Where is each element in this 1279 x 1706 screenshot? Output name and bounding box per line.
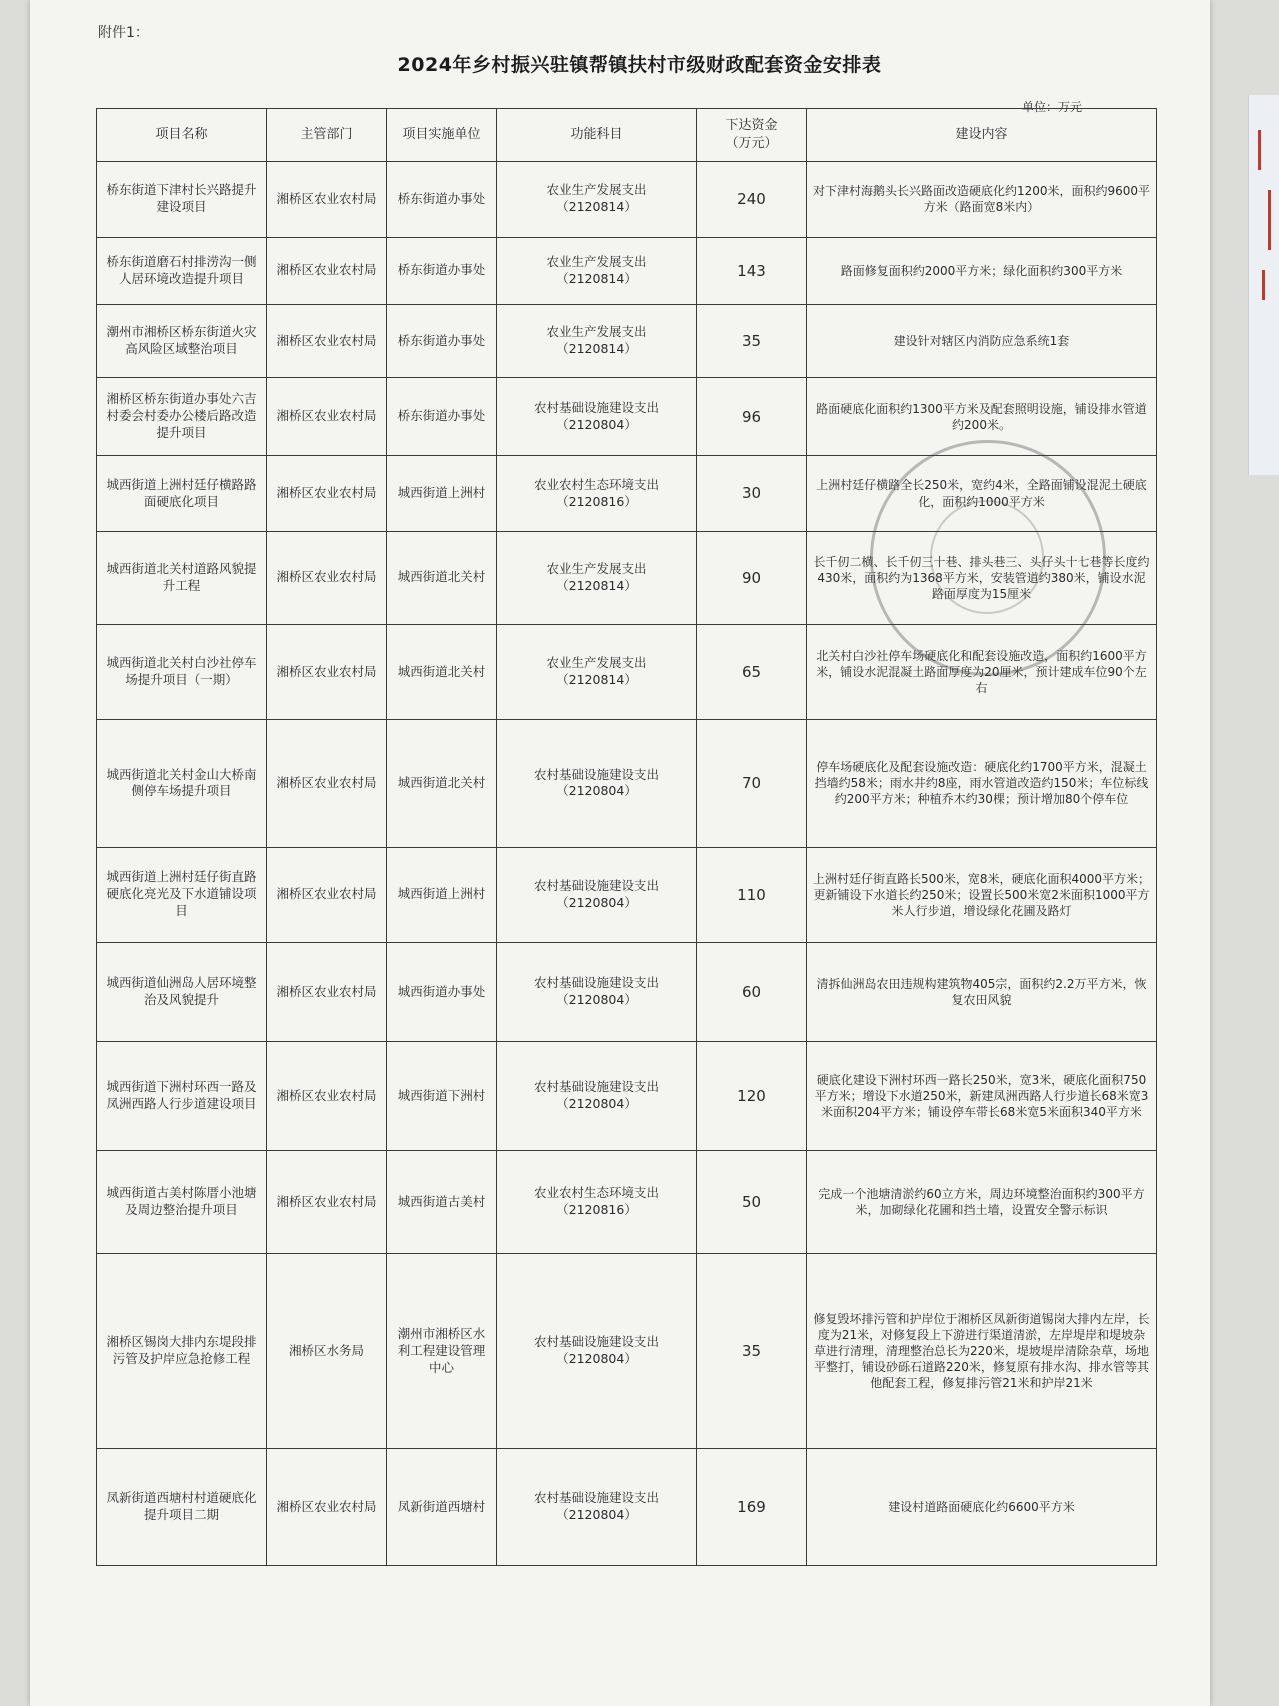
cell-content: 上洲村廷仔街直路长500米，宽8米，硬底化面积4000平方米；更新铺设下水道长约250米；设置长500米宽2米面积1000平方米人行步道，增设绿化花圃及路灯	[807, 847, 1157, 942]
document-title: 2024年乡村振兴驻镇帮镇扶村市级财政配套资金安排表	[397, 54, 882, 76]
cell-function-subject: 农村基础设施建设支出 （2120804）	[497, 1042, 697, 1150]
cell-amount: 110	[697, 847, 807, 942]
cell-department: 湘桥区农业农村局	[267, 237, 387, 304]
cell-department: 湘桥区农业农村局	[267, 624, 387, 719]
header-content: 建设内容	[807, 109, 1157, 162]
table-row	[97, 942, 1157, 1042]
table-row	[97, 720, 1157, 848]
table-header-row	[97, 109, 1157, 162]
cell-amount: 169	[697, 1449, 807, 1566]
cell-project-name: 城西街道上洲村廷仔横路路面硬底化项目	[97, 456, 267, 532]
cell-function-subject: 农业生产发展支出 （2120814）	[497, 304, 697, 378]
cell-department: 湘桥区农业农村局	[267, 304, 387, 378]
table-row	[97, 1042, 1157, 1150]
cell-content: 完成一个池塘清淤约60立方米，周边环境整治面积约300平方米，加砌绿化花圃和挡土墙，设置安全警示标识	[807, 1150, 1157, 1254]
cell-amount: 35	[697, 304, 807, 378]
cell-project-name: 潮州市湘桥区桥东街道火灾高风险区域整治项目	[97, 304, 267, 378]
table-row	[97, 456, 1157, 532]
cell-department: 湘桥区农业农村局	[267, 1449, 387, 1566]
red-edge-mark	[1262, 270, 1265, 300]
cell-content: 对下津村海鹅头长兴路面改造硬底化约1200米，面积约9600平方米（路面宽8米内）	[807, 162, 1157, 238]
cell-amount: 30	[697, 456, 807, 532]
table-row	[97, 1449, 1157, 1566]
cell-project-name: 城西街道古美村陈厝小池塘及周边整治提升项目	[97, 1150, 267, 1254]
cell-function-subject: 农村基础设施建设支出 （2120804）	[497, 720, 697, 848]
cell-implementing-unit: 潮州市湘桥区水利工程建设管理中心	[387, 1254, 497, 1449]
cell-function-subject: 农村基础设施建设支出 （2120804）	[497, 378, 697, 456]
cell-content: 清拆仙洲岛农田违规构建筑物405宗，面积约2.2万平方米，恢复农田风貌	[807, 942, 1157, 1042]
cell-implementing-unit: 桥东街道办事处	[387, 378, 497, 456]
cell-function-subject: 农村基础设施建设支出 （2120804）	[497, 847, 697, 942]
cell-function-subject: 农村基础设施建设支出 （2120804）	[497, 1449, 697, 1566]
cell-project-name: 城西街道下洲村环西一路及凤洲西路人行步道建设项目	[97, 1042, 267, 1150]
cell-implementing-unit: 城西街道上洲村	[387, 456, 497, 532]
budget-table	[96, 108, 1157, 1566]
cell-department: 湘桥区农业农村局	[267, 162, 387, 238]
cell-implementing-unit: 城西街道上洲村	[387, 847, 497, 942]
cell-implementing-unit: 凤新街道西塘村	[387, 1449, 497, 1566]
cell-content: 建设村道路面硬底化约6600平方米	[807, 1449, 1157, 1566]
header-project-name: 项目名称	[97, 109, 267, 162]
header-function-subject: 功能科目	[497, 109, 697, 162]
cell-project-name: 桥东街道磨石村排涝沟一侧人居环境改造提升项目	[97, 237, 267, 304]
cell-implementing-unit: 桥东街道办事处	[387, 237, 497, 304]
unit-label: 单位：万元	[1022, 100, 1083, 114]
cell-project-name: 湘桥区锡岗大排内东堤段排污管及护岸应急抢修工程	[97, 1254, 267, 1449]
cell-department: 湘桥区农业农村局	[267, 720, 387, 848]
table-row	[97, 304, 1157, 378]
table-row	[97, 1150, 1157, 1254]
cell-amount: 240	[697, 162, 807, 238]
table-row	[97, 531, 1157, 624]
cell-department: 湘桥区农业农村局	[267, 531, 387, 624]
cell-project-name: 城西街道北关村道路风貌提升工程	[97, 531, 267, 624]
cell-function-subject: 农业生产发展支出 （2120814）	[497, 162, 697, 238]
cell-function-subject: 农业生产发展支出 （2120814）	[497, 237, 697, 304]
cell-project-name: 城西街道北关村白沙社停车场提升项目（一期）	[97, 624, 267, 719]
cell-content: 长千仞二横、长千仞三十巷、排头巷三、头仔头十七巷等长度约430米，面积约为1368平方米，安装管道约380米，铺设水泥路面厚度为15厘米	[807, 531, 1157, 624]
header-implementing-unit: 项目实施单位	[387, 109, 497, 162]
cell-department: 湘桥区农业农村局	[267, 456, 387, 532]
table-row	[97, 847, 1157, 942]
cell-content: 北关村白沙社停车场硬底化和配套设施改造，面积约1600平方米，铺设水泥混凝土路面厚度为20厘米，预计建成车位90个左右	[807, 624, 1157, 719]
cell-function-subject: 农村基础设施建设支出 （2120804）	[497, 942, 697, 1042]
cell-function-subject: 农业农村生态环境支出 （2120816）	[497, 1150, 697, 1254]
cell-function-subject: 农村基础设施建设支出 （2120804）	[497, 1254, 697, 1449]
cell-amount: 65	[697, 624, 807, 719]
cell-content: 建设针对辖区内消防应急系统1套	[807, 304, 1157, 378]
red-edge-mark	[1268, 190, 1271, 250]
cell-content: 停车场硬底化及配套设施改造：硬底化约1700平方米，混凝土挡墙约58米；雨水井约8座，雨水管道改造约150米；车位标线约200平方米；种植乔木约30棵；预计增加80个停车位	[807, 720, 1157, 848]
header-department: 主管部门	[267, 109, 387, 162]
cell-implementing-unit: 城西街道下洲村	[387, 1042, 497, 1150]
cell-department: 湘桥区农业农村局	[267, 378, 387, 456]
table-row	[97, 624, 1157, 719]
red-edge-mark	[1258, 130, 1261, 170]
cell-implementing-unit: 城西街道古美村	[387, 1150, 497, 1254]
cell-department: 湘桥区农业农村局	[267, 1042, 387, 1150]
table-row	[97, 237, 1157, 304]
cell-amount: 96	[697, 378, 807, 456]
cell-amount: 60	[697, 942, 807, 1042]
cell-implementing-unit: 桥东街道办事处	[387, 162, 497, 238]
cell-amount: 90	[697, 531, 807, 624]
cell-project-name: 城西街道北关村金山大桥南侧停车场提升项目	[97, 720, 267, 848]
cell-implementing-unit: 城西街道北关村	[387, 720, 497, 848]
attachment-label: 附件1：	[98, 25, 149, 41]
cell-project-name: 城西街道仙洲岛人居环境整治及风貌提升	[97, 942, 267, 1042]
table-row	[97, 378, 1157, 456]
cell-department: 湘桥区农业农村局	[267, 1150, 387, 1254]
table-row	[97, 1254, 1157, 1449]
cell-content: 路面修复面积约2000平方米；绿化面积约300平方米	[807, 237, 1157, 304]
cell-content: 硬底化建设下洲村环西一路长250米，宽3米，硬底化面积750平方米；增设下水道250米，新建凤洲西路人行步道长68米宽3米面积204平方米；铺设停车带长68米宽5米面积340平方米	[807, 1042, 1157, 1150]
header-amount: 下达资金 （万元）	[697, 109, 807, 162]
cell-department: 湘桥区水务局	[267, 1254, 387, 1449]
cell-function-subject: 农业农村生态环境支出 （2120816）	[497, 456, 697, 532]
cell-content: 路面硬底化面积约1300平方米及配套照明设施，铺设排水管道约200米。	[807, 378, 1157, 456]
cell-amount: 70	[697, 720, 807, 848]
cell-amount: 143	[697, 237, 807, 304]
cell-amount: 50	[697, 1150, 807, 1254]
cell-implementing-unit: 城西街道北关村	[387, 624, 497, 719]
cell-content: 上洲村廷仔横路全长250米，宽约4米，全路面铺设混泥土硬底化，面积约1000平方米	[807, 456, 1157, 532]
cell-department: 湘桥区农业农村局	[267, 942, 387, 1042]
cell-implementing-unit: 城西街道办事处	[387, 942, 497, 1042]
cell-content: 修复毁坏排污管和护岸位于湘桥区凤新街道锡岗大排内左岸，长度为21米，对修复段上下游进行渠道清淤，左岸堤岸和堤坡杂草进行清理，清理整治总长为220米，堤坡堤岸清除杂草，场地平整打，铺设砂砾石道路220米，修复原有排水沟、排水管等其他配套工程，修复排污管21米和护岸21米	[807, 1254, 1157, 1449]
cell-function-subject: 农业生产发展支出 （2120814）	[497, 624, 697, 719]
cell-amount: 120	[697, 1042, 807, 1150]
table-row	[97, 162, 1157, 238]
cell-function-subject: 农业生产发展支出 （2120814）	[497, 531, 697, 624]
cell-project-name: 桥东街道下津村长兴路提升建设项目	[97, 162, 267, 238]
cell-implementing-unit: 桥东街道办事处	[387, 304, 497, 378]
cell-department: 湘桥区农业农村局	[267, 847, 387, 942]
cell-implementing-unit: 城西街道北关村	[387, 531, 497, 624]
cell-project-name: 凤新街道西塘村村道硬底化提升项目二期	[97, 1449, 267, 1566]
cell-project-name: 城西街道上洲村廷仔街直路硬底化亮光及下水道铺设项目	[97, 847, 267, 942]
cell-project-name: 湘桥区桥东街道办事处六吉村委会村委办公楼后路改造提升项目	[97, 378, 267, 456]
cell-amount: 35	[697, 1254, 807, 1449]
